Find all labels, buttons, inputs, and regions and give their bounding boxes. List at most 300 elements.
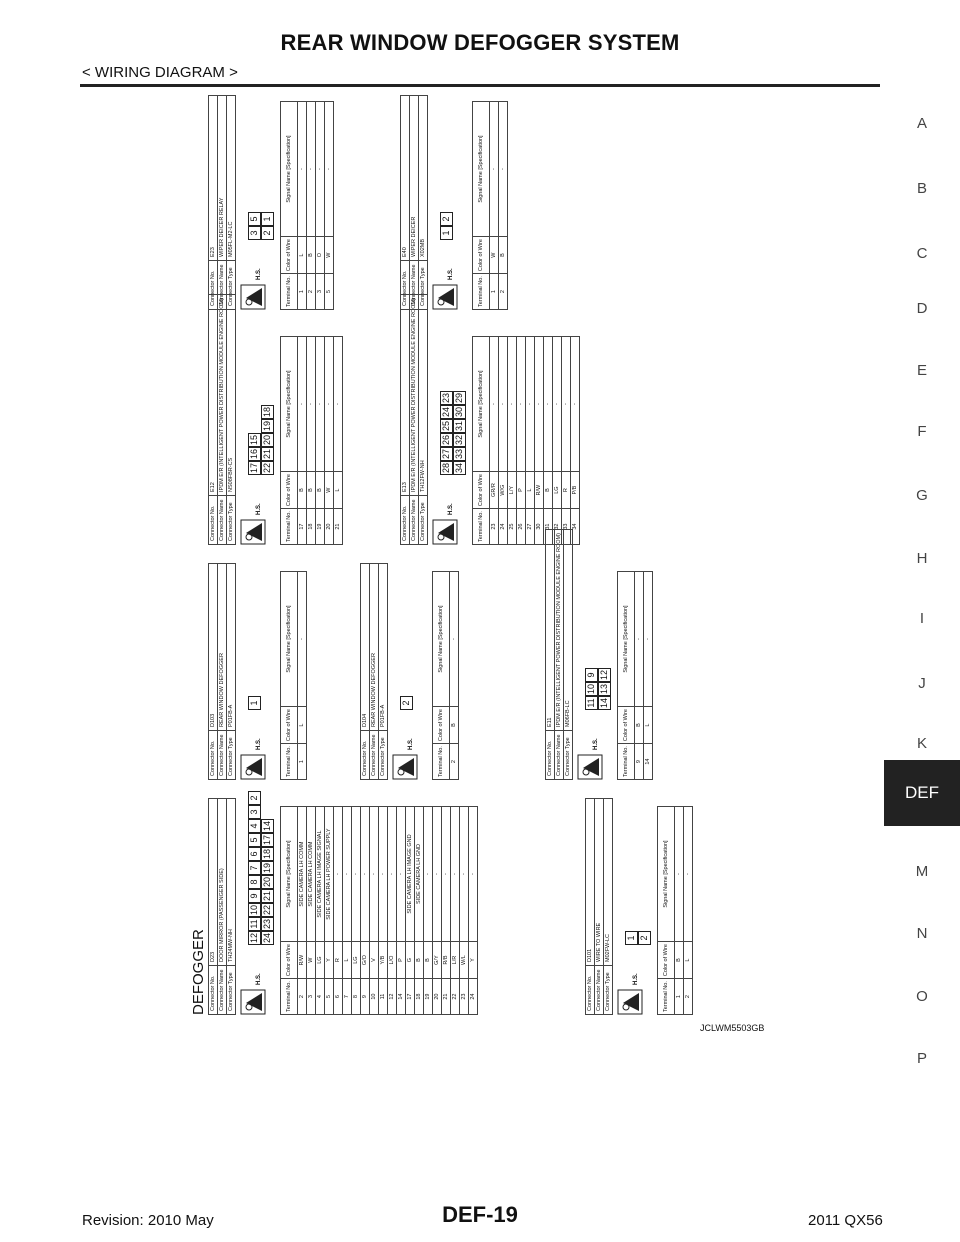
table-cell: 2: [307, 274, 316, 310]
connector-face-e23: [248, 212, 274, 240]
connector-pin: 6: [248, 847, 261, 861]
table-row: [370, 807, 379, 1015]
connector-field-label: Connector No.: [546, 731, 555, 780]
table-cell: R/W: [298, 942, 307, 979]
connector-field-label: Connector Type: [419, 261, 428, 310]
connector-pin: 30: [454, 407, 464, 418]
table-row: [535, 337, 544, 545]
terminal-table-d101: [657, 806, 693, 1015]
table-cell: B: [316, 472, 325, 509]
connector-pin: 5: [248, 833, 261, 847]
connector-pin: 18: [262, 849, 272, 860]
diagram-section-title: DEFOGGER: [190, 929, 207, 1015]
table-cell: -: [325, 102, 334, 237]
connector-field-value: M06FB-LC: [564, 530, 573, 731]
terminal-table-header: Terminal No.: [281, 744, 298, 780]
connector-info-d101: [585, 798, 613, 1015]
terminal-table-header: Terminal No.: [618, 744, 635, 780]
connector-pin: 19: [262, 863, 272, 874]
table-cell: 32: [553, 509, 562, 545]
table-row: [562, 337, 571, 545]
table-row: [397, 807, 406, 1015]
table-cell: G/Y: [433, 942, 442, 979]
table-row: [684, 807, 693, 1015]
connector-pin: 11: [248, 917, 261, 931]
revision-text: Revision: 2010 May: [82, 1212, 214, 1229]
connector-face-e12: [248, 405, 274, 475]
connector-pin: 20: [262, 435, 272, 446]
connector-info-e12: [208, 294, 236, 545]
connector-pin: 17: [249, 463, 259, 474]
table-cell: G: [406, 942, 415, 979]
connector-pin: 18: [262, 407, 272, 418]
terminal-table-header: Terminal No.: [281, 274, 298, 310]
terminal-table-e13: [472, 336, 580, 545]
connector-pin: 10: [586, 684, 596, 695]
connector-pin: 25: [441, 421, 451, 432]
connector-face-e11: [585, 668, 611, 710]
table-row: [508, 337, 517, 545]
table-cell: -: [571, 337, 580, 472]
table-cell: -: [361, 807, 370, 942]
terminal-table-d23: [280, 806, 478, 1015]
sidebar-letter-e[interactable]: E: [916, 362, 927, 379]
table-cell: 2: [450, 744, 459, 780]
connector-pin: 4: [248, 819, 261, 833]
table-cell: 2: [298, 979, 307, 1015]
table-cell: B: [675, 942, 684, 979]
table-row: [325, 807, 334, 1015]
table-cell: 1: [298, 744, 307, 780]
connector-field-label: Connector No.: [209, 261, 218, 310]
table-row: [571, 337, 580, 545]
connector-field-label: Connector Name: [410, 496, 419, 545]
connector-field-label: Connector Name: [370, 731, 379, 780]
table-cell: -: [684, 807, 693, 942]
table-cell: V: [370, 942, 379, 979]
connector-pin: 24: [262, 933, 272, 944]
table-cell: L/Y: [508, 472, 517, 509]
hs-connector-icon: [240, 754, 266, 780]
connector-field-value: E13: [401, 295, 410, 496]
connector-info-e23: [208, 95, 236, 310]
table-row: [379, 807, 388, 1015]
connector-field-label: Connector Name: [218, 966, 227, 1015]
connector-field-label: Connector No.: [586, 966, 595, 1015]
terminal-table-header: Terminal No.: [281, 509, 298, 545]
hs-connector-icon: [617, 989, 643, 1015]
terminal-table-header: Signal Name [Specification]: [281, 102, 298, 237]
table-row: [635, 572, 644, 780]
connector-face-d104: [400, 696, 413, 710]
connector-field-value: E11: [546, 530, 555, 731]
table-cell: L: [343, 942, 352, 979]
hs-connector-icon: [240, 989, 266, 1015]
table-cell: -: [490, 102, 499, 237]
connector-pin: 22: [262, 463, 272, 474]
sidebar-letter-o[interactable]: O: [916, 988, 928, 1005]
hs-label: H.S.: [448, 268, 454, 280]
connector-field-label: Connector Type: [564, 731, 573, 780]
table-cell: -: [508, 337, 517, 472]
table-cell: -: [334, 337, 343, 472]
connector-pin: 21: [262, 449, 272, 460]
connector-field-value: IPDM E/R (INTELLIGENT POWER DISTRIBUTION MODULE ENGINE ROOM): [218, 295, 227, 496]
terminal-table-header: Color of Wire: [281, 707, 298, 744]
hs-label: H.S.: [633, 973, 639, 985]
sidebar-letter-m[interactable]: M: [915, 863, 929, 880]
terminal-table-header: Terminal No.: [281, 979, 298, 1015]
hs-label: H.S.: [593, 738, 599, 750]
connector-pin: 1: [440, 226, 453, 240]
section-index: [884, 95, 960, 1155]
connector-field-value: M02FW-LC: [604, 799, 613, 966]
connector-pin: 19: [262, 421, 272, 432]
table-cell: 9: [635, 744, 644, 780]
connector-face-d23: [248, 791, 274, 945]
header-divider: [80, 84, 880, 87]
table-row: [517, 337, 526, 545]
table-cell: -: [316, 102, 325, 237]
sidebar-letter-d[interactable]: D: [916, 300, 928, 317]
connector-pin: 17: [262, 835, 272, 846]
table-cell: B: [424, 942, 433, 979]
table-row: [334, 337, 343, 545]
table-row: [316, 807, 325, 1015]
table-row: [415, 807, 424, 1015]
table-row: [361, 807, 370, 1015]
table-cell: -: [460, 807, 469, 942]
table-cell: 27: [526, 509, 535, 545]
table-row: [499, 102, 508, 310]
connector-pin: 20: [262, 877, 272, 888]
connector-pin: 1: [261, 212, 274, 226]
connector-field-label: Connector Name: [595, 966, 604, 1015]
table-cell: -: [499, 337, 508, 472]
terminal-table-header: Signal Name [Specification]: [658, 807, 675, 942]
diagram-code: JCLWM5503GB: [700, 1023, 765, 1033]
sidebar-letter-p[interactable]: P: [916, 1050, 927, 1067]
table-cell: 1: [298, 274, 307, 310]
hs-label: H.S.: [408, 738, 414, 750]
table-cell: -: [298, 572, 307, 707]
table-cell: -: [544, 337, 553, 472]
table-cell: 5: [325, 274, 334, 310]
terminal-table-header: Signal Name [Specification]: [473, 337, 490, 472]
terminal-table-header: Terminal No.: [473, 509, 490, 545]
connector-pin: 24: [441, 407, 451, 418]
table-cell: -: [343, 807, 352, 942]
table-cell: -: [388, 807, 397, 942]
table-cell: -: [325, 337, 334, 472]
hs-label: H.S.: [256, 503, 262, 515]
connector-field-label: Connector Type: [227, 731, 236, 780]
connector-face-e13: [440, 391, 466, 475]
sidebar-letter-c[interactable]: C: [916, 245, 928, 262]
connector-pin: 23: [441, 393, 451, 404]
table-cell: L: [298, 237, 307, 274]
connector-pin: 2: [400, 696, 413, 710]
connector-info-e40: [400, 95, 428, 310]
connector-field-value: M05FL-M2-LC: [227, 96, 236, 261]
connector-pin: 23: [262, 919, 272, 930]
table-cell: 30: [535, 509, 544, 545]
table-cell: W/L: [460, 942, 469, 979]
table-cell: 31: [544, 509, 553, 545]
table-cell: 11: [379, 979, 388, 1015]
table-cell: -: [370, 807, 379, 942]
sidebar-letter-a[interactable]: A: [916, 115, 927, 132]
connector-pin: 22: [262, 905, 272, 916]
table-cell: B: [499, 237, 508, 274]
table-cell: B: [415, 942, 424, 979]
table-cell: W: [490, 237, 499, 274]
table-cell: P: [517, 472, 526, 509]
connector-info-d103: [208, 563, 236, 780]
sidebar-letter-n[interactable]: N: [916, 925, 928, 942]
table-cell: -: [352, 807, 361, 942]
table-cell: 3: [307, 979, 316, 1015]
connector-pin: 1: [248, 696, 261, 710]
table-cell: LG: [553, 472, 562, 509]
table-row: [307, 337, 316, 545]
table-cell: 10: [370, 979, 379, 1015]
hs-label: H.S.: [448, 503, 454, 515]
table-row: [490, 102, 499, 310]
terminal-table-header: Signal Name [Specification]: [281, 337, 298, 472]
table-cell: 23: [460, 979, 469, 1015]
hs-connector-icon: [240, 519, 266, 545]
table-row: [307, 102, 316, 310]
table-cell: 5: [325, 979, 334, 1015]
table-cell: 2: [684, 979, 693, 1015]
connector-field-value: DOOR MIRROR (PASSENGER SIDE): [218, 799, 227, 966]
sidebar-letter-k[interactable]: K: [916, 735, 927, 752]
connector-field-value: REAR WINDOW DEFOGGER: [218, 564, 227, 731]
table-cell: 1: [675, 979, 684, 1015]
connector-field-value: E12: [209, 295, 218, 496]
table-cell: -: [424, 807, 433, 942]
table-cell: 7: [343, 979, 352, 1015]
table-cell: LG: [316, 942, 325, 979]
table-cell: 21: [334, 509, 343, 545]
table-row: [352, 807, 361, 1015]
terminal-table-d104: [432, 571, 459, 780]
table-cell: 24: [499, 509, 508, 545]
breadcrumb: < WIRING DIAGRAM >: [82, 64, 238, 81]
connector-field-value: D104: [361, 564, 370, 731]
connector-field-label: Connector Type: [379, 731, 388, 780]
terminal-table-e12: [280, 336, 343, 545]
connector-field-label: Connector No.: [401, 261, 410, 310]
connector-pin: 1: [625, 931, 638, 945]
hs-label: H.S.: [256, 738, 262, 750]
table-row: [442, 807, 451, 1015]
table-cell: -: [316, 337, 325, 472]
table-row: [316, 337, 325, 545]
connector-pin: 9: [248, 889, 261, 903]
table-cell: 9: [361, 979, 370, 1015]
table-cell: B: [298, 472, 307, 509]
table-cell: L/R: [451, 942, 460, 979]
table-cell: 24: [469, 979, 478, 1015]
connector-pin: 27: [441, 449, 451, 460]
table-cell: -: [298, 102, 307, 237]
terminal-table-header: Signal Name [Specification]: [433, 572, 450, 707]
table-cell: Y: [469, 942, 478, 979]
table-cell: W/G: [499, 472, 508, 509]
connector-field-label: Connector Name: [410, 261, 419, 310]
table-cell: 2: [499, 274, 508, 310]
table-cell: R: [334, 942, 343, 979]
table-row: [490, 337, 499, 545]
table-row: [433, 807, 442, 1015]
connector-pin: 12: [249, 933, 259, 944]
table-row: [307, 807, 316, 1015]
connector-pin: 15: [249, 435, 259, 446]
sidebar-letter-b[interactable]: B: [916, 180, 927, 197]
table-cell: 12: [388, 979, 397, 1015]
connector-field-value: TH12FW-NH: [419, 295, 428, 496]
connector-field-value: P01FB-A: [379, 564, 388, 731]
table-cell: 34: [571, 509, 580, 545]
table-cell: -: [517, 337, 526, 472]
connector-field-label: Connector Name: [555, 731, 564, 780]
terminal-table-header: Terminal No.: [658, 979, 675, 1015]
table-cell: O: [316, 237, 325, 274]
table-row: [450, 572, 459, 780]
connector-field-label: Connector No.: [209, 496, 218, 545]
connector-field-label: Connector Name: [218, 496, 227, 545]
connector-face-d103: [248, 696, 261, 710]
table-cell: 1: [490, 274, 499, 310]
table-cell: B: [544, 472, 553, 509]
connector-pin: 3: [248, 226, 261, 240]
model-text: 2011 QX56: [808, 1212, 883, 1229]
table-cell: 18: [307, 509, 316, 545]
sidebar-letter-h[interactable]: H: [916, 550, 928, 567]
connector-field-value: REAR WINDOW DEFOGGER: [370, 564, 379, 731]
terminal-table-e11: [617, 571, 653, 780]
terminal-table-d103: [280, 571, 307, 780]
connector-field-label: Connector No.: [209, 731, 218, 780]
table-cell: L/O: [388, 942, 397, 979]
table-row: [644, 572, 653, 780]
connector-pin: 26: [441, 435, 451, 446]
hs-connector-icon: [577, 754, 603, 780]
table-row: [553, 337, 562, 545]
connector-field-value: NS08FBR-CS: [227, 295, 236, 496]
table-cell: L: [684, 942, 693, 979]
page-number: DEF-19: [442, 1202, 518, 1227]
terminal-table-header: Signal Name [Specification]: [473, 102, 490, 237]
connector-field-label: Connector Type: [227, 261, 236, 310]
table-cell: 20: [433, 979, 442, 1015]
hs-connector-icon: [240, 284, 266, 310]
terminal-table-header: Terminal No.: [473, 274, 490, 310]
table-cell: L: [526, 472, 535, 509]
connector-field-label: Connector No.: [209, 966, 218, 1015]
table-cell: P/B: [571, 472, 580, 509]
terminal-table-e40: [472, 101, 508, 310]
connector-field-value: D23: [209, 799, 218, 966]
table-cell: Y: [325, 942, 334, 979]
connector-field-label: Connector Name: [218, 261, 227, 310]
table-row: [460, 807, 469, 1015]
wiring-diagram: [190, 95, 780, 1025]
table-cell: L: [298, 707, 307, 744]
connector-info-e11: [545, 529, 573, 780]
connector-pin: 16: [249, 449, 259, 460]
sidebar-letter-i[interactable]: I: [919, 610, 925, 627]
table-cell: Y/B: [379, 942, 388, 979]
table-cell: W: [325, 472, 334, 509]
terminal-table-header: Color of Wire: [618, 707, 635, 744]
hs-connector-icon: [432, 284, 458, 310]
connector-field-value: E23: [209, 96, 218, 261]
hs-label: H.S.: [256, 268, 262, 280]
connector-field-label: Connector No.: [361, 731, 370, 780]
table-row: [316, 102, 325, 310]
connector-pin: 29: [454, 393, 464, 404]
hs-label: H.S.: [256, 973, 262, 985]
table-cell: SIDE CAMERA LH POWER SUPPLY: [325, 807, 334, 942]
table-row: [424, 807, 433, 1015]
terminal-table-header: Color of Wire: [473, 237, 490, 274]
connector-pin: 2: [248, 791, 261, 805]
connector-info-d104: [360, 563, 388, 780]
connector-field-label: Connector Type: [604, 966, 613, 1015]
table-cell: 20: [325, 509, 334, 545]
table-cell: 23: [490, 509, 499, 545]
terminal-table-e23: [280, 101, 334, 310]
connector-info-e13: [400, 294, 428, 545]
table-cell: B: [307, 472, 316, 509]
terminal-table-header: Color of Wire: [473, 472, 490, 509]
terminal-table-header: Signal Name [Specification]: [618, 572, 635, 707]
sidebar-letter-g[interactable]: G: [916, 487, 928, 504]
connector-face-d101: [625, 931, 651, 945]
table-cell: -: [553, 337, 562, 472]
table-cell: -: [451, 807, 460, 942]
sidebar-letter-j[interactable]: J: [918, 675, 926, 692]
connector-field-value: P01FB-A: [227, 564, 236, 731]
table-cell: R/W: [535, 472, 544, 509]
table-cell: -: [442, 807, 451, 942]
table-cell: 8: [352, 979, 361, 1015]
connector-field-value: WIPER DEICER: [410, 96, 419, 261]
connector-field-value: IPDM E/R (INTELLIGENT POWER DISTRIBUTION MODULE ENGINE ROOM): [555, 530, 564, 731]
connector-pin: 3: [248, 805, 261, 819]
table-row: [406, 807, 415, 1015]
table-cell: -: [379, 807, 388, 942]
table-cell: 33: [562, 509, 571, 545]
terminal-table-header: Color of Wire: [658, 942, 675, 979]
table-row: [298, 102, 307, 310]
table-cell: LG: [352, 942, 361, 979]
table-cell: 22: [451, 979, 460, 1015]
connector-pin: 14: [599, 698, 609, 709]
connector-pin: 2: [440, 212, 453, 226]
connector-pin: 14: [262, 821, 272, 832]
table-cell: -: [298, 337, 307, 472]
sidebar-letter-f[interactable]: F: [917, 423, 927, 440]
active-section-tab[interactable]: DEF: [884, 760, 960, 826]
table-cell: -: [469, 807, 478, 942]
connector-pin: 2: [638, 931, 651, 945]
hs-connector-icon: [392, 754, 418, 780]
table-row: [388, 807, 397, 1015]
